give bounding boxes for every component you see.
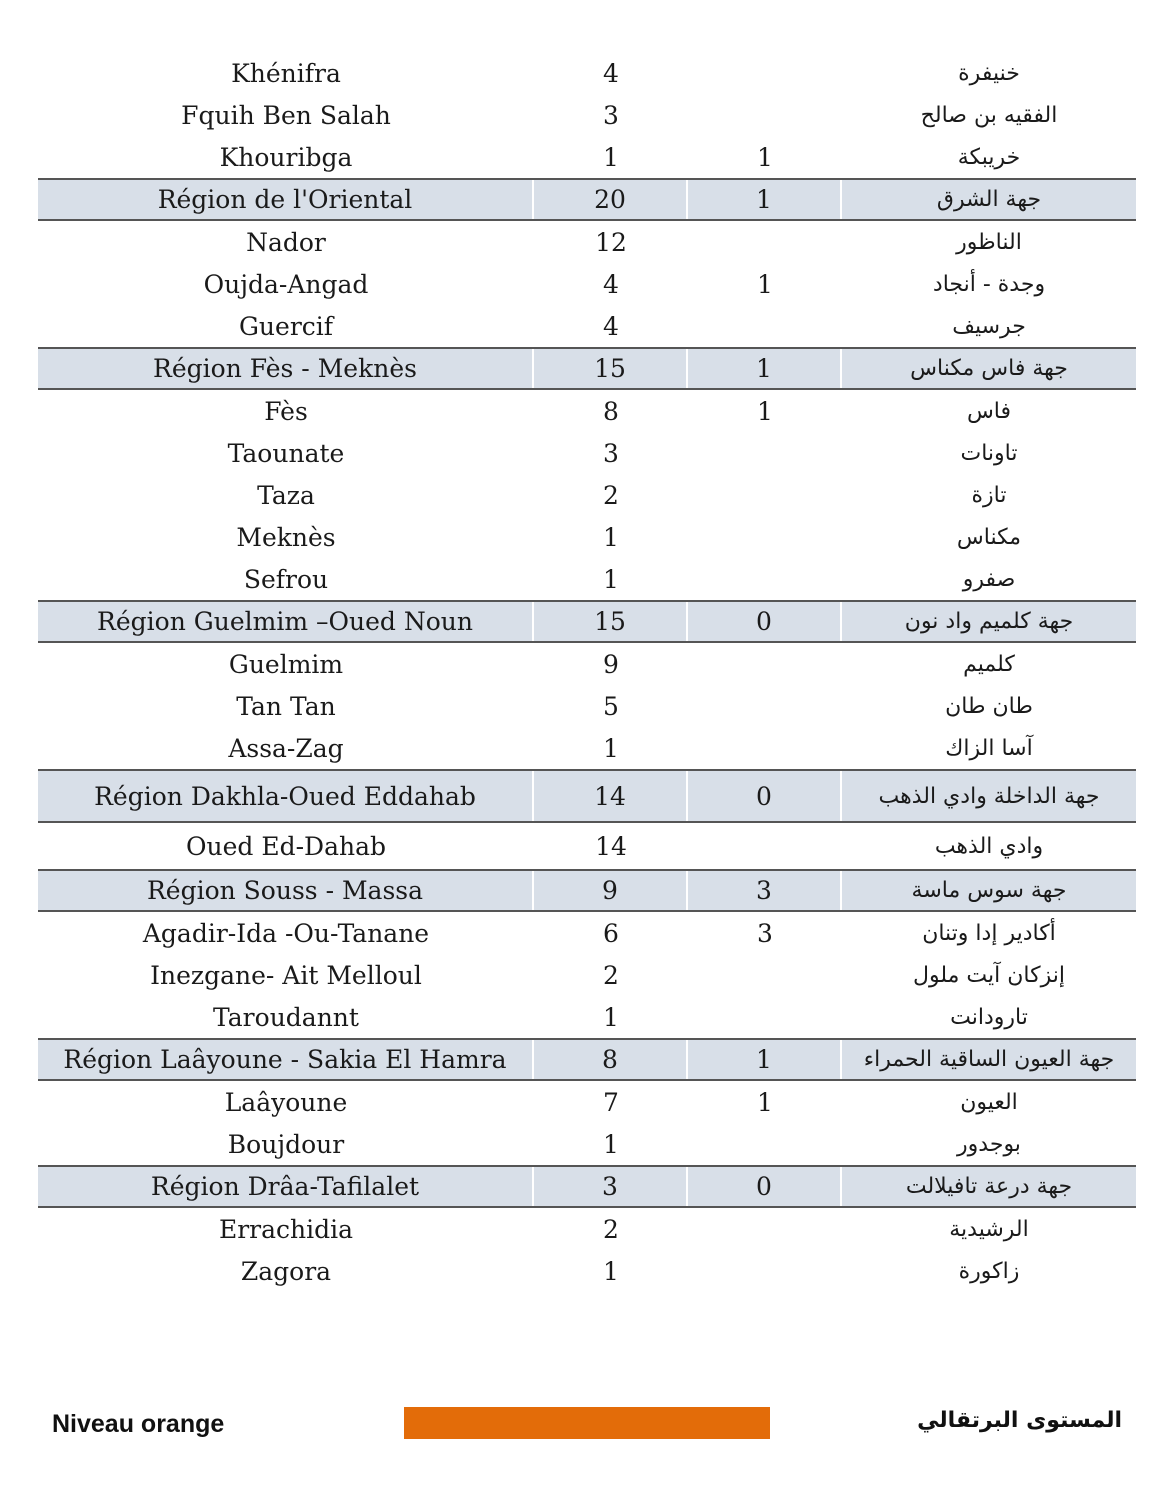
cell-count-1: 1 (603, 1129, 619, 1159)
cell-name-fr: Oued Ed-Dahab (186, 831, 386, 861)
cell-name-ar: جهة فاس مكناس (910, 356, 1068, 381)
cell-name-ar: أكادير إدا وتنان (922, 920, 1056, 946)
province-row (38, 996, 1136, 1038)
cell-count-1: 15 (534, 602, 688, 641)
cell-name-fr: Région Drâa-Tafilalet (38, 1167, 534, 1206)
cell-name-ar: زاكورة (958, 1258, 1020, 1284)
cell-count-1: 3 (603, 100, 619, 130)
cell-name-fr: Région Souss - Massa (38, 871, 534, 910)
cell-count-1: 3 (603, 438, 619, 468)
cell-count-1: 4 (603, 269, 619, 299)
cell-name-fr: Fquih Ben Salah (181, 100, 391, 130)
region-row (38, 869, 1136, 912)
province-row (38, 94, 1136, 136)
cell-name-fr: Laâyoune (224, 1087, 348, 1117)
cell-name-ar: الرشيدية (949, 1216, 1029, 1242)
cell-name-fr: Région Dakhla-Oued Eddahab (38, 771, 534, 821)
cell-count-2: 1 (757, 1087, 773, 1117)
province-table (38, 52, 1136, 1292)
province-row (38, 558, 1136, 600)
province-row (38, 52, 1136, 94)
orange-level-swatch (404, 1407, 770, 1439)
cell-name-fr: Oujda-Angad (203, 269, 369, 299)
cell-name-ar: جهة الشرق (936, 187, 1042, 212)
cell-count-1: 5 (603, 691, 619, 721)
cell-name-fr: Tan Tan (236, 691, 336, 721)
cell-name-fr: Région Fès - Meknès (38, 349, 534, 388)
cell-count-1: 1 (603, 1002, 619, 1032)
cell-name-fr: Khénifra (231, 58, 341, 88)
province-row (38, 727, 1136, 769)
cell-count-1: 2 (603, 480, 619, 510)
cell-count-1: 12 (595, 227, 627, 257)
cell-count-2: 0 (688, 1167, 842, 1206)
province-row (38, 685, 1136, 727)
cell-name-fr: Khouribga (219, 142, 353, 172)
cell-count-1: 9 (534, 871, 688, 910)
cell-count-1: 14 (534, 771, 688, 821)
cell-count-1: 8 (534, 1040, 688, 1079)
cell-name-ar: جهة كلميم واد نون (904, 609, 1074, 634)
cell-name-ar: بوجدور (957, 1131, 1021, 1157)
cell-count-2: 3 (688, 871, 842, 910)
cell-name-ar: جرسيف (952, 313, 1026, 339)
cell-name-ar: العيون (960, 1089, 1018, 1115)
cell-count-1: 14 (595, 831, 627, 861)
legend (0, 1400, 1170, 1448)
cell-name-ar: وجدة - أنجاد (932, 271, 1046, 297)
cell-name-ar: وادي الذهب (934, 833, 1044, 859)
cell-count-1: 9 (603, 649, 619, 679)
cell-count-1: 15 (534, 349, 688, 388)
cell-name-fr: Région Guelmim –Oued Noun (38, 602, 534, 641)
cell-name-fr: Meknès (236, 522, 336, 552)
region-row (38, 1038, 1136, 1081)
region-row (38, 1165, 1136, 1208)
cell-count-2: 3 (757, 918, 773, 948)
province-row (38, 221, 1136, 263)
region-row (38, 769, 1136, 823)
province-row (38, 390, 1136, 432)
cell-name-ar: الناظور (956, 229, 1022, 255)
cell-name-fr: Fès (264, 396, 308, 426)
cell-name-ar: طان طان (945, 693, 1033, 719)
cell-name-ar: جهة العيون الساقية الحمراء (863, 1047, 1115, 1072)
province-row (38, 474, 1136, 516)
cell-name-fr: Taroudannt (213, 1002, 359, 1032)
province-row (38, 912, 1136, 954)
cell-name-ar: آسا الزاك (945, 735, 1033, 761)
cell-name-ar: جهة سوس ماسة (911, 878, 1067, 903)
cell-count-2: 0 (688, 771, 842, 821)
cell-name-fr: Nador (246, 227, 326, 257)
cell-count-1: 2 (603, 960, 619, 990)
province-row (38, 516, 1136, 558)
cell-count-2: 1 (688, 349, 842, 388)
cell-count-2: 1 (757, 269, 773, 299)
cell-name-fr: Boujdour (227, 1129, 345, 1159)
cell-count-2: 1 (688, 1040, 842, 1079)
cell-count-1: 4 (603, 311, 619, 341)
cell-count-2: 1 (757, 142, 773, 172)
cell-name-fr: Guercif (238, 311, 334, 341)
cell-name-fr: Taza (257, 480, 315, 510)
cell-name-ar: كلميم (963, 651, 1015, 677)
cell-count-1: 3 (534, 1167, 688, 1206)
cell-name-fr: Agadir-Ida -Ou-Tanane (142, 918, 430, 948)
region-row (38, 347, 1136, 390)
region-row (38, 178, 1136, 221)
legend-label-ar: المستوى البرتقالي (917, 1408, 1122, 1433)
province-row (38, 1250, 1136, 1292)
cell-name-ar: تازة (971, 482, 1007, 508)
cell-name-ar: خنيفرة (958, 60, 1020, 86)
province-row (38, 1208, 1136, 1250)
cell-name-ar: إنزكان آيت ملول (913, 962, 1065, 988)
cell-count-1: 2 (603, 1214, 619, 1244)
cell-name-fr: Taounate (227, 438, 345, 468)
cell-name-fr: Sefrou (243, 564, 329, 594)
province-row (38, 305, 1136, 347)
cell-count-2: 1 (688, 180, 842, 219)
cell-count-1: 1 (603, 564, 619, 594)
cell-count-1: 1 (603, 1256, 619, 1286)
cell-count-1: 7 (603, 1087, 619, 1117)
province-row (38, 136, 1136, 178)
province-row (38, 954, 1136, 996)
cell-name-fr: Région Laâyoune - Sakia El Hamra (38, 1040, 534, 1079)
cell-count-2: 0 (688, 602, 842, 641)
province-row (38, 1123, 1136, 1165)
province-row (38, 823, 1136, 869)
cell-count-1: 1 (603, 522, 619, 552)
cell-name-fr: Inezgane- Ait Melloul (150, 960, 422, 990)
cell-count-1: 4 (603, 58, 619, 88)
cell-name-ar: جهة الداخلة وادي الذهب (878, 783, 1100, 809)
legend-label-fr: Niveau orange (52, 1410, 225, 1438)
cell-name-fr: Guelmim (228, 649, 344, 679)
cell-name-ar: مكناس (956, 524, 1022, 550)
province-row (38, 432, 1136, 474)
cell-name-ar: تاونات (960, 440, 1018, 466)
cell-count-2: 1 (757, 396, 773, 426)
province-row (38, 1081, 1136, 1123)
cell-name-ar: جهة درعة تافيلالت (905, 1174, 1073, 1199)
province-row (38, 263, 1136, 305)
cell-count-1: 8 (603, 396, 619, 426)
cell-name-ar: الفقيه بن صالح (920, 102, 1058, 128)
cell-name-fr: Errachidia (218, 1214, 354, 1244)
region-row (38, 600, 1136, 643)
cell-name-fr: Zagora (240, 1256, 332, 1286)
cell-name-fr: Assa-Zag (228, 733, 344, 763)
cell-name-fr: Région de l'Oriental (38, 180, 534, 219)
cell-count-1: 6 (603, 918, 619, 948)
cell-count-1: 20 (534, 180, 688, 219)
cell-name-ar: فاس (966, 398, 1012, 424)
cell-count-1: 1 (603, 733, 619, 763)
cell-name-ar: تارودانت (950, 1004, 1028, 1030)
cell-name-ar: خريبكة (957, 144, 1021, 170)
cell-name-ar: صفرو (962, 566, 1016, 592)
province-row (38, 643, 1136, 685)
cell-count-1: 1 (603, 142, 619, 172)
